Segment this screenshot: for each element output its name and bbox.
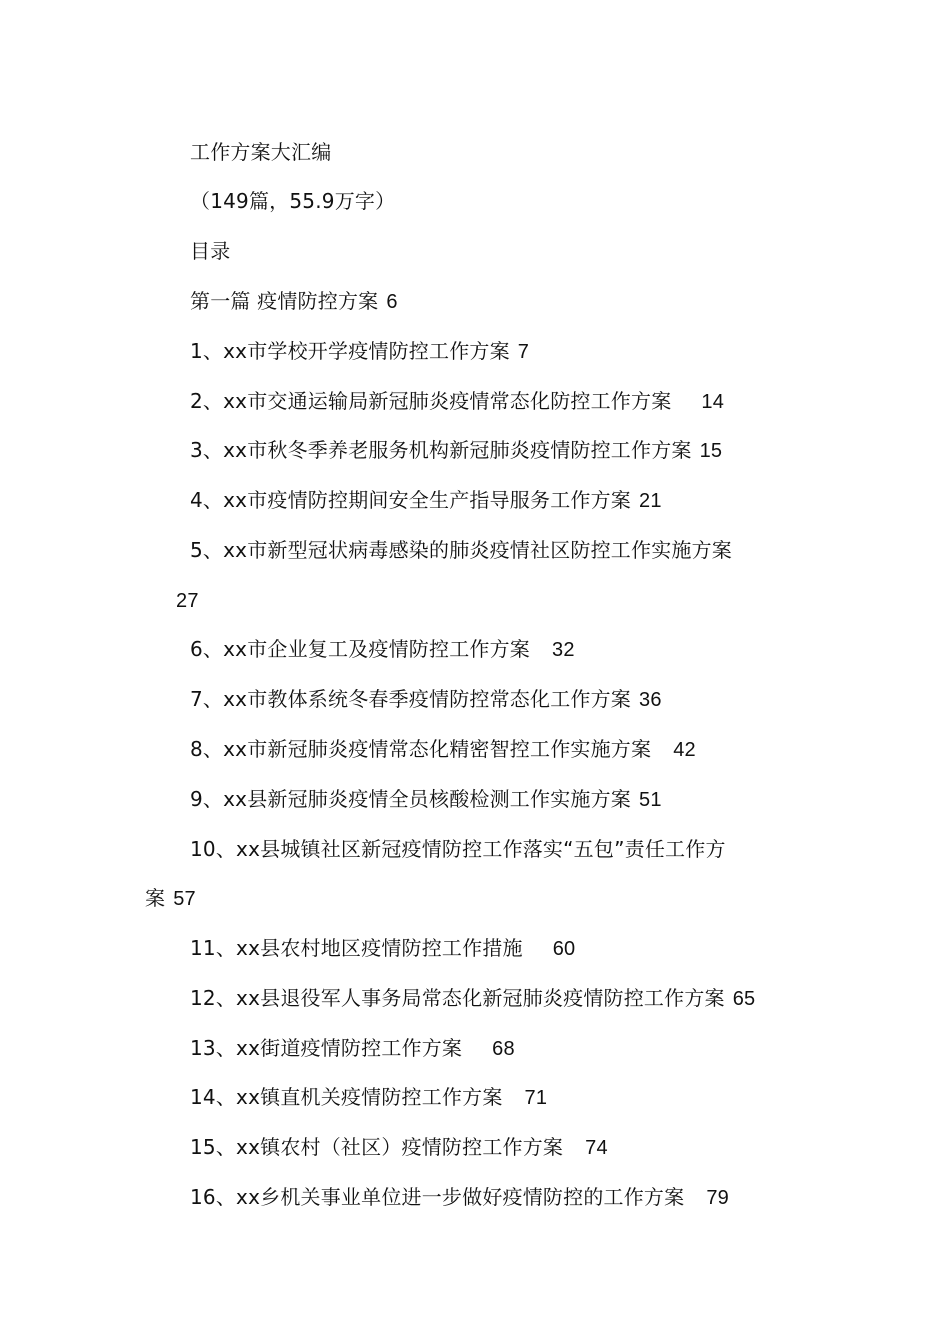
toc-entry-text: 11、xx县农村地区疫情防控工作措施	[190, 936, 523, 960]
toc-entry[interactable]	[190, 437, 722, 464]
toc-entry[interactable]	[190, 935, 575, 962]
toc-page-number: 36	[639, 689, 662, 711]
toc-entry-continuation[interactable]	[145, 885, 196, 912]
toc-entry-text-continuation: 案	[145, 886, 166, 910]
toc-page-number: 71	[524, 1087, 548, 1109]
toc-entry[interactable]	[190, 736, 696, 763]
toc-page-number: 57	[173, 888, 196, 910]
toc-entry-text: 10、xx县城镇社区新冠疫情防控工作落实“五包”责任工作方	[190, 837, 726, 861]
toc-page-number: 74	[585, 1137, 608, 1159]
toc-part-entry[interactable]	[190, 288, 398, 315]
toc-entry-text: 6、xx市企业复工及疫情防控工作方案	[190, 637, 530, 661]
toc-entry-text: 7、xx市教体系统冬春季疫情防控常态化工作方案	[190, 687, 631, 711]
toc-page-number: 42	[673, 739, 696, 761]
toc-entry-text: 3、xx市秋冬季养老服务机构新冠肺炎疫情防控工作方案	[190, 438, 692, 462]
toc-entry-text: 12、xx县退役军人事务局常态化新冠肺炎疫情防控工作方案	[190, 986, 725, 1010]
toc-entry-text: 1、xx市学校开学疫情防控工作方案	[190, 339, 510, 363]
subtitle-text: （149篇，55.9万字）	[190, 189, 396, 213]
toc-entry[interactable]	[190, 636, 575, 663]
toc-entry-text: 13、xx街道疫情防控工作方案	[190, 1036, 463, 1060]
toc-entry[interactable]	[190, 1084, 547, 1111]
toc-entry[interactable]	[190, 985, 755, 1012]
toc-entry[interactable]	[190, 1035, 515, 1062]
toc-entry[interactable]	[190, 388, 724, 415]
toc-page-number: 65	[732, 988, 756, 1010]
toc-page-number: 51	[639, 789, 662, 811]
toc-entry-text: 15、xx镇农村（社区）疫情防控工作方案	[190, 1135, 564, 1159]
toc-part-label: 第一篇 疫情防控方案	[190, 289, 379, 313]
toc-entry[interactable]	[190, 1184, 729, 1211]
toc-entry-text: 8、xx市新冠肺炎疫情常态化精密智控工作实施方案	[190, 737, 652, 761]
toc-entry-continuation[interactable]	[176, 587, 199, 614]
toc-page-number: 68	[492, 1038, 515, 1060]
toc-page-number: 32	[552, 639, 575, 661]
toc-page-number: 15	[699, 440, 723, 462]
toc-page-number: 21	[639, 490, 662, 512]
document-title	[190, 139, 331, 165]
toc-page-number: 7	[517, 341, 530, 363]
toc-entry[interactable]	[190, 487, 662, 514]
title-text: 工作方案大汇编	[190, 140, 332, 164]
toc-entry[interactable]	[190, 1134, 608, 1161]
toc-entry[interactable]	[190, 836, 726, 862]
toc-page-number: 60	[552, 938, 576, 960]
toc-page-number: 6	[386, 291, 398, 313]
toc-entry-text: 9、xx县新冠肺炎疫情全员核酸检测工作实施方案	[190, 787, 631, 811]
toc-entry[interactable]	[190, 686, 662, 713]
document-subtitle	[190, 188, 395, 214]
toc-heading	[190, 238, 230, 264]
toc-entry-text: 4、xx市疫情防控期间安全生产指导服务工作方案	[190, 488, 631, 512]
toc-page-number: 79	[706, 1187, 729, 1209]
toc-entry[interactable]	[190, 338, 529, 365]
toc-entry-text: 14、xx镇直机关疫情防控工作方案	[190, 1085, 503, 1109]
toc-heading-text: 目录	[190, 239, 231, 263]
toc-entry-text: 5、xx市新型冠状病毒感染的肺炎疫情社区防控工作实施方案	[190, 538, 732, 562]
toc-page-number: 14	[701, 391, 725, 413]
toc-entry[interactable]	[190, 537, 732, 563]
toc-entry[interactable]	[190, 786, 662, 813]
toc-entry-text: 16、xx乡机关事业单位进一步做好疫情防控的工作方案	[190, 1185, 685, 1209]
toc-page-number: 27	[176, 590, 199, 612]
toc-entry-text: 2、xx市交通运输局新冠肺炎疫情常态化防控工作方案	[190, 389, 672, 413]
